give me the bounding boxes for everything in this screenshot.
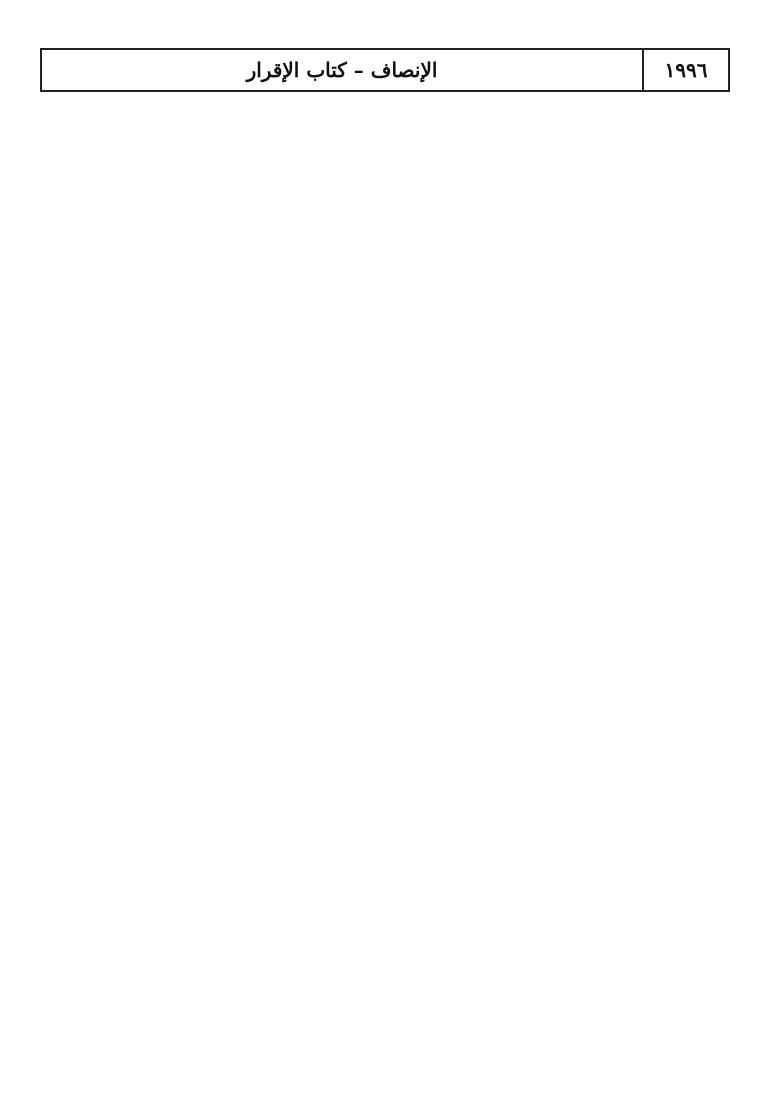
page-number: ١٩٩٦ (642, 50, 728, 90)
running-title: الإنصاف – كتاب الإقرار (246, 58, 438, 82)
page-header (40, 48, 730, 92)
left-column (40, 98, 372, 1088)
right-column (398, 98, 730, 1088)
text-columns (40, 98, 730, 1088)
